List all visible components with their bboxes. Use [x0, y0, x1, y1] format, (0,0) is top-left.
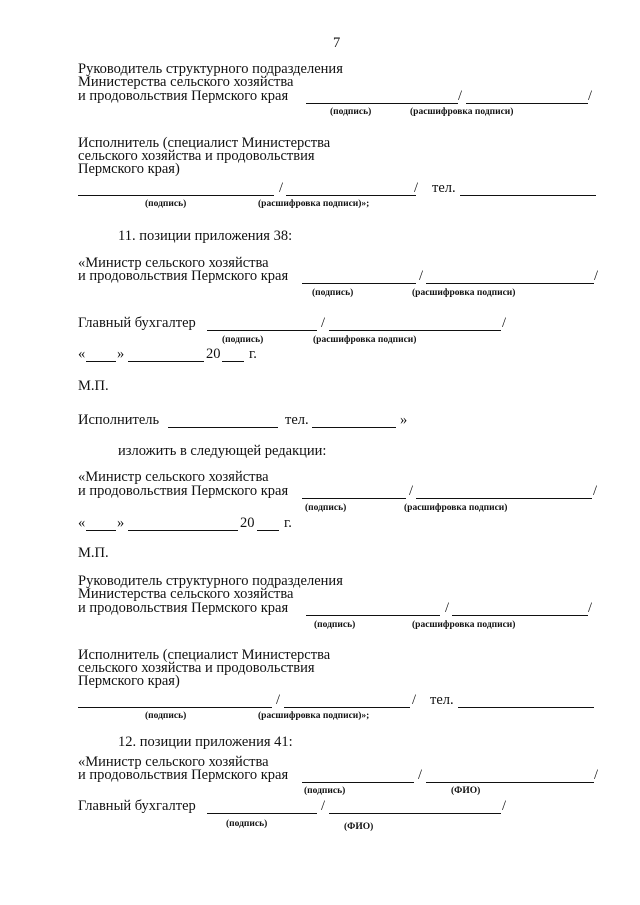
block3-decode-caption: (расшифровка подписи) — [412, 288, 516, 298]
block5-label: Исполнитель — [78, 412, 160, 428]
block4-day-line[interactable] — [86, 361, 116, 362]
block4-month-line[interactable] — [128, 361, 204, 362]
block1-signature-line[interactable] — [306, 103, 458, 104]
block2-signature-line[interactable] — [78, 195, 274, 196]
block7-slash: / — [445, 600, 450, 616]
block9-fio-line[interactable] — [426, 782, 594, 783]
block2-decode-caption: (расшифровка подписи)»; — [258, 199, 370, 209]
block8-decode-caption: (расшифровка подписи)»; — [258, 711, 370, 721]
block4-date-open: « — [78, 346, 86, 362]
block4-slash-end: / — [502, 315, 507, 331]
block6-day-line[interactable] — [86, 530, 116, 531]
block3-slash: / — [419, 268, 424, 284]
block9-sig-caption: (подпись) — [304, 786, 346, 796]
edition-heading: изложить в следующей редакции: — [118, 443, 327, 459]
block1-slash-end: / — [588, 88, 593, 104]
block1-sig-caption: (подпись) — [330, 107, 372, 117]
block2-slash: / — [279, 180, 284, 196]
block5-tel-line[interactable] — [312, 427, 396, 428]
block10-label: Главный бухгалтер — [78, 798, 196, 814]
page-number: 7 — [333, 35, 341, 51]
block1-decode-line[interactable] — [466, 103, 588, 104]
block9-slash-end: / — [594, 767, 599, 783]
block4-decode-line[interactable] — [329, 330, 501, 331]
block4-signature-line[interactable] — [207, 330, 317, 331]
block10-signature-line[interactable] — [207, 813, 317, 814]
block6-year: 20 — [240, 515, 255, 531]
block5-close: » — [400, 412, 408, 428]
block6-decode-line[interactable] — [416, 498, 592, 499]
block6-sig-caption: (подпись) — [305, 503, 347, 513]
block1-line3: и продовольствия Пермского края — [78, 88, 289, 104]
block6-month-line[interactable] — [128, 530, 238, 531]
block8-signature-line[interactable] — [78, 707, 272, 708]
block10-sig-caption: (подпись) — [226, 819, 268, 829]
block7-slash-end: / — [588, 600, 593, 616]
block8-slash-end: / — [412, 692, 417, 708]
block2-line1: Исполнитель (специалист Министерства — [78, 135, 331, 151]
block3-line1: «Министр сельского хозяйства — [78, 255, 269, 271]
block9-slash: / — [418, 767, 423, 783]
block4-label: Главный бухгалтер — [78, 315, 196, 331]
block6-date-close: » — [117, 515, 125, 531]
block8-tel-line[interactable] — [458, 707, 594, 708]
block1-decode-caption: (расшифровка подписи) — [410, 107, 514, 117]
block10-fio-caption: (ФИО) — [344, 822, 374, 832]
block8-line3: Пермского края) — [78, 673, 180, 689]
block2-slash-end: / — [414, 180, 419, 196]
block9-line2: и продовольствия Пермского края — [78, 767, 289, 783]
block3-line2: и продовольствия Пермского края — [78, 268, 289, 284]
block8-line2: сельского хозяйства и продовольствия — [78, 660, 315, 676]
block5-tel-label: тел. — [285, 412, 309, 428]
block2-decode-line[interactable] — [286, 195, 416, 196]
block2-line3: Пермского края) — [78, 161, 180, 177]
block9-signature-line[interactable] — [302, 782, 414, 783]
block6-date-open: « — [78, 515, 86, 531]
block3-signature-line[interactable] — [302, 283, 416, 284]
block3-decode-line[interactable] — [426, 283, 594, 284]
block4-decode-caption: (расшифровка подписи) — [313, 335, 417, 345]
block7-line2: Министерства сельского хозяйства — [78, 586, 294, 602]
block4-slash: / — [321, 315, 326, 331]
block8-sig-caption: (подпись) — [145, 711, 187, 721]
block6-slash: / — [409, 483, 414, 499]
block8-line1: Исполнитель (специалист Министерства — [78, 647, 331, 663]
block8-slash: / — [276, 692, 281, 708]
block2-tel-label: тел. — [432, 180, 456, 196]
block6-line2: и продовольствия Пермского края — [78, 483, 289, 499]
block7-decode-caption: (расшифровка подписи) — [412, 620, 516, 630]
stamp-place-2: М.П. — [78, 545, 109, 561]
block6-decode-caption: (расшифровка подписи) — [404, 503, 508, 513]
block8-tel-label: тел. — [430, 692, 454, 708]
block6-slash-end: / — [593, 483, 598, 499]
block6-year-line[interactable] — [257, 530, 279, 531]
block6-year-suffix: г. — [284, 515, 292, 531]
block7-sig-caption: (подпись) — [314, 620, 356, 630]
block9-fio-caption: (ФИО) — [451, 786, 481, 796]
block3-sig-caption: (подпись) — [312, 288, 354, 298]
block4-sig-caption: (подпись) — [222, 335, 264, 345]
block2-sig-caption: (подпись) — [145, 199, 187, 209]
block7-decode-line[interactable] — [452, 615, 588, 616]
block2-tel-line[interactable] — [460, 195, 596, 196]
block6-signature-line[interactable] — [302, 498, 406, 499]
block1-slash: / — [458, 88, 463, 104]
block6-line1: «Министр сельского хозяйства — [78, 469, 269, 485]
block4-date-close: » — [117, 346, 125, 362]
block4-year-suffix: г. — [249, 346, 257, 362]
block8-decode-line[interactable] — [284, 707, 410, 708]
block2-line2: сельского хозяйства и продовольствия — [78, 148, 315, 164]
block9-line1: «Министр сельского хозяйства — [78, 754, 269, 770]
block1-line1: Руководитель структурного подразделения — [78, 61, 343, 77]
block7-line3: и продовольствия Пермского края — [78, 600, 289, 616]
block3-slash-end: / — [594, 268, 599, 284]
item-11-heading: 11. позиции приложения 38: — [118, 228, 293, 244]
block1-line2: Министерства сельского хозяйства — [78, 74, 294, 90]
item-12-heading: 12. позиции приложения 41: — [118, 734, 293, 750]
stamp-place-1: М.П. — [78, 378, 109, 394]
block7-line1: Руководитель структурного подразделения — [78, 573, 343, 589]
block10-slash: / — [321, 798, 326, 814]
block4-year: 20 — [206, 346, 221, 362]
block5-name-line[interactable] — [168, 427, 278, 428]
block10-slash-end: / — [502, 798, 507, 814]
block7-signature-line[interactable] — [306, 615, 440, 616]
block4-year-line[interactable] — [222, 361, 244, 362]
block10-fio-line[interactable] — [329, 813, 501, 814]
